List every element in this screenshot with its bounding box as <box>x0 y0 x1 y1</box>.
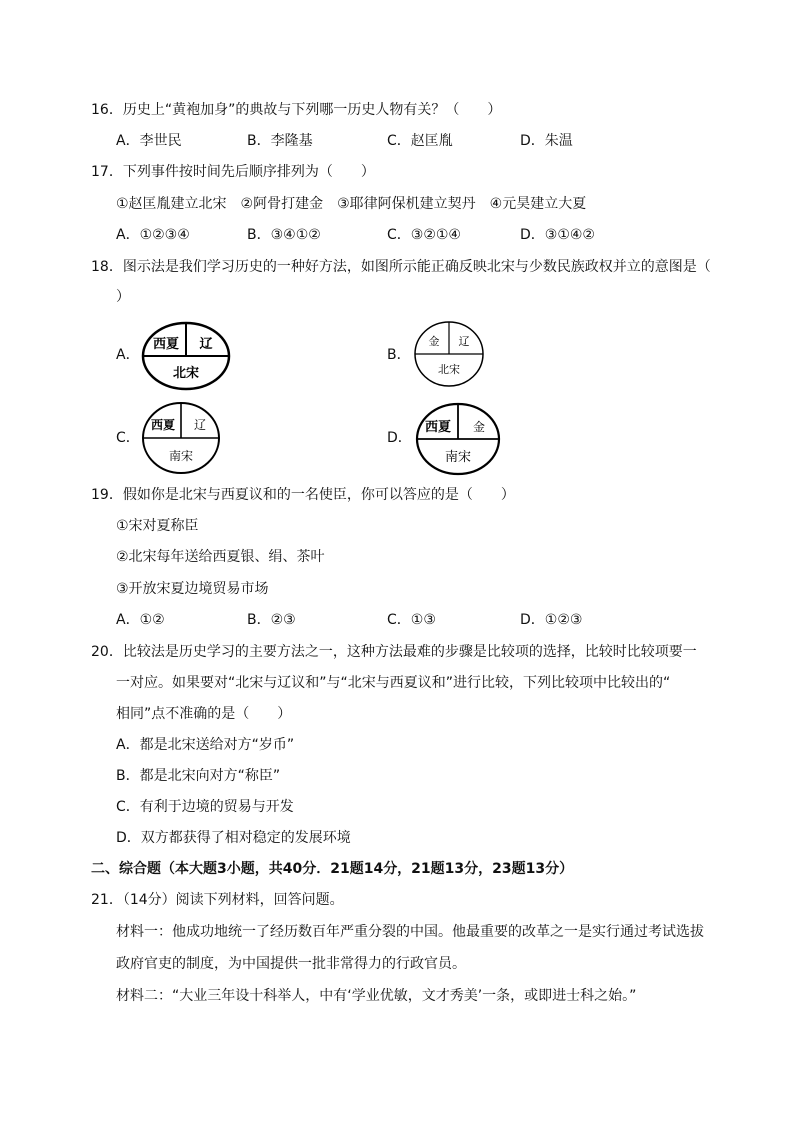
q21-material-1-line-2: 政府官吏的制度，为中国提供一批非常得力的行政官员。 <box>116 956 466 972</box>
figure-c-bottom: 南宋 <box>168 449 194 463</box>
q16-stem: 16．历史上“黄袍加身”的典故与下列哪一历史人物有关？（ ） <box>91 102 502 118</box>
figure-b-top-left: 金 <box>428 335 440 348</box>
figure-b-top-right: 辽 <box>458 335 470 348</box>
q17-option-d: D．③①④② <box>520 227 595 243</box>
q16-option-b: B．李隆基 <box>247 133 313 149</box>
q20-option-d: D．双方都获得了相对稳定的发展环境 <box>116 830 351 846</box>
q19-option-c: C．①③ <box>387 612 436 628</box>
q18-stem: 18．图示法是我们学习历史的一种好方法，如图所示能正确反映北宋与少数民族政权并立的意图是（ <box>91 259 711 275</box>
q19-item-2: ②北宋每年送给西夏银、绢、茶叶 <box>116 549 325 565</box>
q17-option-a: A．①②③④ <box>116 227 190 243</box>
figure-a-bottom: 北宋 <box>172 366 200 381</box>
q20-stem-line-2: 一对应。如果要对“北宋与辽议和”与“北宋与西夏议和”进行比较，下列比较项中比较出的“ <box>116 675 671 691</box>
q19-option-b: B．②③ <box>247 612 296 628</box>
figure-d-bottom: 南宋 <box>444 450 472 465</box>
q20-stem-line-3: 相同”点不准确的是（ ） <box>116 706 292 722</box>
figure-d <box>414 401 502 481</box>
q21-material-2: 材料二：“大业三年设十科举人，中有‘学业优敏，文才秀美’一条，或即进士科之始。” <box>116 988 637 1004</box>
q16-option-d: D．朱温 <box>520 133 573 149</box>
q17-option-b: B．③④①② <box>247 227 321 243</box>
figure-a-top-right: 辽 <box>199 337 213 352</box>
q18-label-a: A． <box>116 347 140 363</box>
q21-material-1-line-1: 材料一：他成功地统一了经历数百年严重分裂的中国。他最重要的改革之一是实行通过考试选拔 <box>116 924 704 940</box>
figure-c-top-right: 辽 <box>193 418 207 432</box>
q19-option-d: D．①②③ <box>520 612 583 628</box>
q17-events: ①赵匡胤建立北宋 ②阿骨打建金 ③耶律阿保机建立契丹 ④元昊建立大夏 <box>116 196 587 212</box>
q21-stem: 21．（14分）阅读下列材料，回答问题。 <box>91 892 344 908</box>
figure-d-top-right: 金 <box>472 420 486 434</box>
q17-option-c: C．③②①④ <box>387 227 461 243</box>
q18-label-d: D． <box>387 430 412 446</box>
q16-option-c: C．赵匡胤 <box>387 133 453 149</box>
figure-b-bottom: 北宋 <box>438 363 460 376</box>
q16-option-a: A．李世民 <box>116 133 182 149</box>
q17-stem: 17．下列事件按时间先后顺序排列为（ ） <box>91 164 375 180</box>
q20-option-b: B．都是北宋向对方“称臣” <box>116 768 281 784</box>
figure-c <box>140 400 222 480</box>
figure-a <box>140 320 232 396</box>
q19-stem: 19．假如你是北宋与西夏议和的一名使臣，你可以答应的是（ ） <box>91 487 515 503</box>
q19-item-1: ①宋对夏称臣 <box>116 518 199 534</box>
q18-label-c: C． <box>116 430 140 446</box>
q20-stem-line-1: 20．比较法是历史学习的主要方法之一，这种方法最难的步骤是比较项的选择，比较时比较项要一 <box>91 644 697 660</box>
section-2-heading: 二、综合题（本大题3小题，共40分．21题14分，21题13分，23题13分） <box>91 861 574 877</box>
q20-option-a: A．都是北宋送给对方“岁币” <box>116 737 295 753</box>
q20-option-c: C．有利于边境的贸易与开发 <box>116 799 294 815</box>
figure-a-top-left: 西夏 <box>152 337 180 352</box>
figure-c-top-left: 西夏 <box>150 418 176 432</box>
q19-item-3: ③开放宋夏边境贸易市场 <box>116 581 269 597</box>
figure-d-top-left: 西夏 <box>424 420 452 435</box>
q19-option-a: A．①② <box>116 612 165 628</box>
q18-label-b: B． <box>387 347 411 363</box>
q18-stem-end: ） <box>116 289 130 305</box>
figure-b <box>412 319 486 393</box>
